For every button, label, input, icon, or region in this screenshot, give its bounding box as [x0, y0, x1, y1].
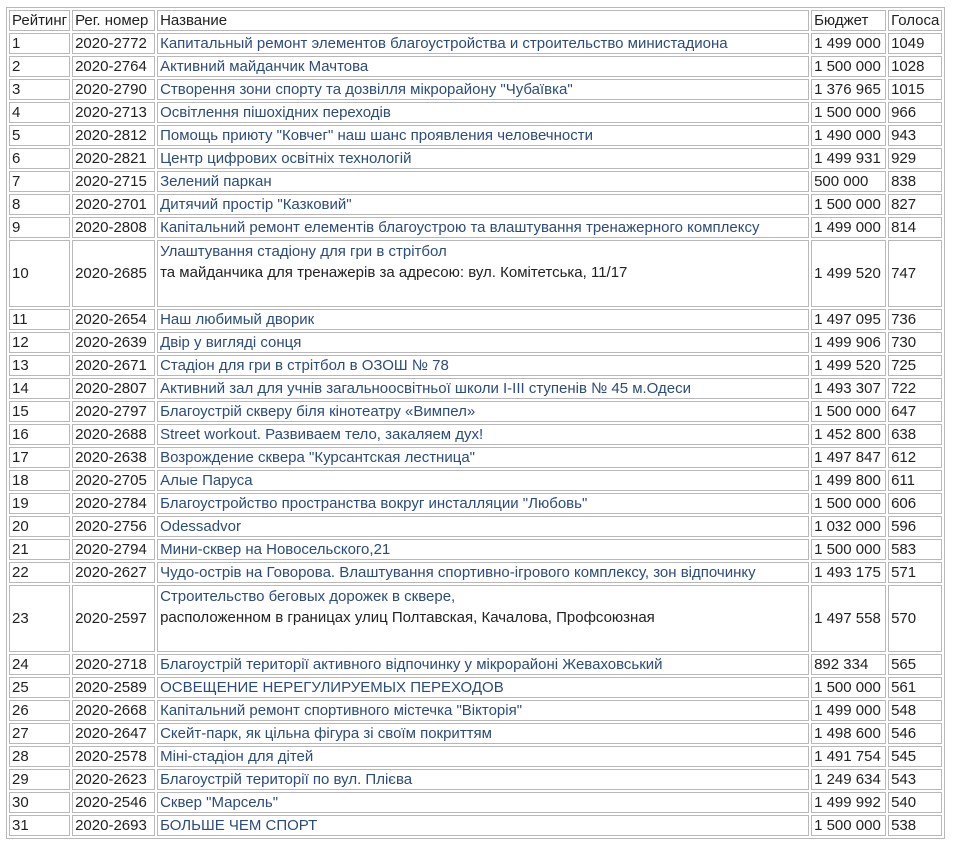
project-title-link[interactable]: Капитальный ремонт элементов благоустройства и строительство министадиона	[157, 33, 809, 54]
cell-budget: 1 499 000	[811, 217, 886, 238]
project-title-link[interactable]: Street workout. Развиваем тело, закаляем дух!	[157, 424, 809, 445]
project-title-link[interactable]: Активний майданчик Мачтова	[157, 56, 809, 77]
project-title-link[interactable]: Благоустрій скверу біля кінотеатру «Вимпел»	[157, 401, 809, 422]
project-title-link[interactable]: Возрождение сквера "Курсантская лестница"	[157, 447, 809, 468]
cell-reg-number: 2020-2715	[72, 171, 155, 192]
project-title-link[interactable]: ОСВЕЩЕНИЕ НЕРЕГУЛИРУЕМЫХ ПЕРЕХОДОВ	[157, 677, 809, 698]
table-row	[9, 677, 942, 698]
project-title-link[interactable]: БОЛЬШЕ ЧЕМ СПОРТ	[157, 815, 809, 836]
header-name: Название	[157, 10, 809, 31]
cell-votes: 747	[888, 240, 942, 307]
cell-budget: 1 500 000	[811, 493, 886, 514]
cell-budget: 1 499 000	[811, 700, 886, 721]
cell-rank: 4	[9, 102, 70, 123]
header-rank: Рейтинг	[9, 10, 70, 31]
table-header-row	[9, 10, 942, 31]
table-row	[9, 493, 942, 514]
table-row	[9, 378, 942, 399]
cell-rank: 27	[9, 723, 70, 744]
table-row	[9, 769, 942, 790]
cell-reg-number: 2020-2671	[72, 355, 155, 376]
cell-rank: 7	[9, 171, 70, 192]
header-votes: Голоса	[888, 10, 942, 31]
project-title-continuation: та майданчика для тренажерів за адресою: вул. Комітетська, 11/17	[160, 264, 628, 281]
cell-rank: 30	[9, 792, 70, 813]
cell-reg-number: 2020-2808	[72, 217, 155, 238]
project-title-link[interactable]: Благоустрій території активного відпочинку у мікрорайоні Жеваховський	[157, 654, 809, 675]
table-row	[9, 815, 942, 836]
cell-rank: 22	[9, 562, 70, 583]
cell-votes: 929	[888, 148, 942, 169]
table-body	[9, 33, 942, 836]
cell-budget: 1 497 558	[811, 585, 886, 652]
cell-reg-number: 2020-2701	[72, 194, 155, 215]
cell-rank: 13	[9, 355, 70, 376]
cell-votes: 543	[888, 769, 942, 790]
cell-votes: 814	[888, 217, 942, 238]
cell-budget: 1 500 000	[811, 539, 886, 560]
cell-rank: 16	[9, 424, 70, 445]
project-title-link[interactable]: Стадіон для гри в стрітбол в ОЗОШ № 78	[157, 355, 809, 376]
cell-rank: 8	[9, 194, 70, 215]
cell-budget: 1 493 307	[811, 378, 886, 399]
table-row	[9, 539, 942, 560]
cell-rank: 11	[9, 309, 70, 330]
table-row	[9, 240, 942, 307]
cell-budget: 1 493 175	[811, 562, 886, 583]
cell-reg-number: 2020-2705	[72, 470, 155, 491]
cell-votes: 606	[888, 493, 942, 514]
table-row	[9, 401, 942, 422]
cell-rank: 24	[9, 654, 70, 675]
cell-reg-number: 2020-2597	[72, 585, 155, 652]
project-title-link[interactable]: Чудо-острів на Говорова. Влаштування спортивно-ігрового комплексу, зон відпочинку	[157, 562, 809, 583]
cell-votes: 546	[888, 723, 942, 744]
project-title-link[interactable]: Скейт-парк, як цільна фігура зі своїм покриттям	[157, 723, 809, 744]
project-title-link[interactable]: Благоустройство пространства вокруг инсталляции "Любовь"	[157, 493, 809, 514]
cell-budget: 1 499 520	[811, 240, 886, 307]
cell-reg-number: 2020-2784	[72, 493, 155, 514]
cell-votes: 638	[888, 424, 942, 445]
table-row	[9, 746, 942, 767]
project-title-link[interactable]: Алые Паруса	[157, 470, 809, 491]
cell-votes: 943	[888, 125, 942, 146]
cell-rank: 9	[9, 217, 70, 238]
cell-votes: 736	[888, 309, 942, 330]
cell-budget: 1 500 000	[811, 401, 886, 422]
cell-budget: 1 491 754	[811, 746, 886, 767]
table-row	[9, 447, 942, 468]
table-row	[9, 56, 942, 77]
table-row	[9, 585, 942, 652]
project-title-link[interactable]: Мини-сквер на Новосельского,21	[157, 539, 809, 560]
cell-reg-number: 2020-2807	[72, 378, 155, 399]
cell-reg-number: 2020-2718	[72, 654, 155, 675]
cell-budget: 1 500 000	[811, 677, 886, 698]
cell-votes: 838	[888, 171, 942, 192]
cell-reg-number: 2020-2693	[72, 815, 155, 836]
cell-rank: 15	[9, 401, 70, 422]
cell-reg-number: 2020-2812	[72, 125, 155, 146]
cell-budget: 1 499 992	[811, 792, 886, 813]
project-title-link[interactable]: Зелений паркан	[157, 171, 809, 192]
project-title-link[interactable]: Строительство беговых дорожек в сквере,	[160, 588, 456, 605]
cell-project-title[interactable]	[157, 585, 809, 652]
cell-votes: 730	[888, 332, 942, 353]
cell-rank: 10	[9, 240, 70, 307]
table-row	[9, 470, 942, 491]
cell-votes: 548	[888, 700, 942, 721]
table-row	[9, 723, 942, 744]
project-title-link[interactable]: Капітальний ремонт спортивного містечка "Вікторія"	[157, 700, 809, 721]
project-title-link[interactable]: Створення зони спорту та дозвілля мікрорайону "Чубаївка"	[157, 79, 809, 100]
cell-rank: 6	[9, 148, 70, 169]
cell-budget: 1 497 095	[811, 309, 886, 330]
cell-votes: 540	[888, 792, 942, 813]
project-title-link[interactable]: Благоустрій території по вул. Плієва	[157, 769, 809, 790]
cell-votes: 538	[888, 815, 942, 836]
project-title-link[interactable]: Капітальний ремонт елементів благоустрою та влаштування тренажерного комплексу	[157, 217, 809, 238]
cell-votes: 565	[888, 654, 942, 675]
table-row	[9, 125, 942, 146]
cell-rank: 26	[9, 700, 70, 721]
cell-votes: 561	[888, 677, 942, 698]
cell-votes: 611	[888, 470, 942, 491]
table-row	[9, 355, 942, 376]
cell-votes: 571	[888, 562, 942, 583]
cell-reg-number: 2020-2668	[72, 700, 155, 721]
cell-budget: 1 500 000	[811, 56, 886, 77]
table-row	[9, 33, 942, 54]
cell-budget: 892 334	[811, 654, 886, 675]
cell-reg-number: 2020-2713	[72, 102, 155, 123]
table-row	[9, 516, 942, 537]
cell-rank: 23	[9, 585, 70, 652]
cell-rank: 5	[9, 125, 70, 146]
cell-reg-number: 2020-2688	[72, 424, 155, 445]
cell-reg-number: 2020-2794	[72, 539, 155, 560]
cell-votes: 596	[888, 516, 942, 537]
cell-votes: 570	[888, 585, 942, 652]
cell-reg-number: 2020-2764	[72, 56, 155, 77]
project-title-link[interactable]: Двір у вигляді сонця	[157, 332, 809, 353]
cell-votes: 1015	[888, 79, 942, 100]
cell-budget: 1 490 000	[811, 125, 886, 146]
cell-reg-number: 2020-2821	[72, 148, 155, 169]
cell-budget: 1 499 800	[811, 470, 886, 491]
table-row	[9, 424, 942, 445]
cell-votes: 1049	[888, 33, 942, 54]
cell-reg-number: 2020-2589	[72, 677, 155, 698]
cell-reg-number: 2020-2546	[72, 792, 155, 813]
project-title-link[interactable]: Освітлення пішохідних переходів	[157, 102, 809, 123]
project-title-link[interactable]: Активний зал для учнів загальноосвітньої школи I-III ступенів № 45 м.Одеси	[157, 378, 809, 399]
project-title-link[interactable]: Улаштування стадіону для гри в стрітбол	[160, 243, 447, 260]
cell-reg-number: 2020-2654	[72, 309, 155, 330]
table-row	[9, 194, 942, 215]
table-row	[9, 171, 942, 192]
cell-budget: 500 000	[811, 171, 886, 192]
cell-reg-number: 2020-2627	[72, 562, 155, 583]
cell-rank: 12	[9, 332, 70, 353]
table-row	[9, 332, 942, 353]
cell-votes: 725	[888, 355, 942, 376]
cell-reg-number: 2020-2685	[72, 240, 155, 307]
cell-votes: 612	[888, 447, 942, 468]
cell-budget: 1 500 000	[811, 194, 886, 215]
cell-rank: 25	[9, 677, 70, 698]
ranking-table-container	[6, 7, 945, 839]
cell-budget: 1 499 000	[811, 33, 886, 54]
cell-project-title[interactable]	[157, 240, 809, 307]
cell-rank: 3	[9, 79, 70, 100]
project-title-link[interactable]: Помощь приюту "Ковчег" наш шанс проявления человечности	[157, 125, 809, 146]
cell-votes: 545	[888, 746, 942, 767]
cell-rank: 17	[9, 447, 70, 468]
cell-rank: 14	[9, 378, 70, 399]
cell-votes: 722	[888, 378, 942, 399]
cell-votes: 583	[888, 539, 942, 560]
cell-votes: 827	[888, 194, 942, 215]
cell-budget: 1 249 634	[811, 769, 886, 790]
cell-budget: 1 497 847	[811, 447, 886, 468]
cell-budget: 1 499 520	[811, 355, 886, 376]
table-row	[9, 102, 942, 123]
cell-reg-number: 2020-2772	[72, 33, 155, 54]
header-reg-number: Рег. номер	[72, 10, 155, 31]
cell-budget: 1 032 000	[811, 516, 886, 537]
project-title-link[interactable]: Наш любимый дворик	[157, 309, 809, 330]
table-row	[9, 217, 942, 238]
cell-budget: 1 376 965	[811, 79, 886, 100]
project-title-link[interactable]: Дитячий простір "Казковий"	[157, 194, 809, 215]
table-row	[9, 79, 942, 100]
project-title-continuation: расположенном в границах улиц Полтавская, Качалова, Профсоюзная	[160, 609, 655, 626]
cell-rank: 29	[9, 769, 70, 790]
project-title-link[interactable]: Міні-стадіон для дітей	[157, 746, 809, 767]
header-budget: Бюджет	[811, 10, 886, 31]
project-title-link[interactable]: Сквер "Марсель"	[157, 792, 809, 813]
table-row	[9, 309, 942, 330]
project-title-link[interactable]: Odessadvor	[157, 516, 809, 537]
cell-rank: 18	[9, 470, 70, 491]
cell-budget: 1 499 931	[811, 148, 886, 169]
cell-reg-number: 2020-2623	[72, 769, 155, 790]
project-title-link[interactable]: Центр цифрових освітніх технологій	[157, 148, 809, 169]
cell-votes: 1028	[888, 56, 942, 77]
cell-rank: 20	[9, 516, 70, 537]
cell-rank: 19	[9, 493, 70, 514]
cell-reg-number: 2020-2756	[72, 516, 155, 537]
cell-reg-number: 2020-2638	[72, 447, 155, 468]
cell-budget: 1 498 600	[811, 723, 886, 744]
table-row	[9, 562, 942, 583]
table-row	[9, 700, 942, 721]
cell-budget: 1 500 000	[811, 102, 886, 123]
table-row	[9, 148, 942, 169]
cell-rank: 31	[9, 815, 70, 836]
ranking-table	[6, 7, 945, 839]
cell-reg-number: 2020-2797	[72, 401, 155, 422]
cell-reg-number: 2020-2639	[72, 332, 155, 353]
table-row	[9, 792, 942, 813]
cell-votes: 647	[888, 401, 942, 422]
cell-rank: 28	[9, 746, 70, 767]
cell-reg-number: 2020-2578	[72, 746, 155, 767]
cell-budget: 1 500 000	[811, 815, 886, 836]
cell-rank: 1	[9, 33, 70, 54]
cell-votes: 966	[888, 102, 942, 123]
table-row	[9, 654, 942, 675]
cell-budget: 1 499 906	[811, 332, 886, 353]
cell-rank: 21	[9, 539, 70, 560]
cell-rank: 2	[9, 56, 70, 77]
cell-reg-number: 2020-2647	[72, 723, 155, 744]
cell-reg-number: 2020-2790	[72, 79, 155, 100]
cell-budget: 1 452 800	[811, 424, 886, 445]
